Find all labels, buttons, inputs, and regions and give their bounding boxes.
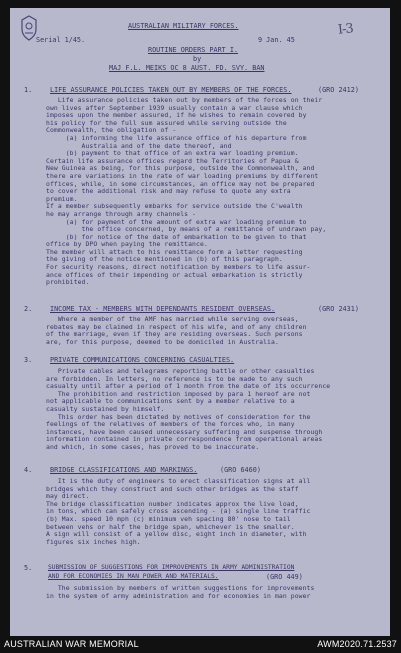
section-body (46, 585, 314, 600)
footer-accession-number: AWM2020.71.2537 (317, 639, 397, 649)
body-line: feelings of the relatives of members of the forces who, in many (46, 420, 295, 429)
body-line: his policy for the full sum assured while serving outside the (46, 118, 287, 127)
body-line: ance offices of their impending or actual embarkation is strictly (46, 270, 303, 279)
body-line: Australia and of the date thereof, and (46, 141, 232, 150)
body-line: Commonwealth, the obligation of - (46, 126, 177, 135)
section-number: 3. (24, 356, 33, 364)
section-heading-continued: AND FOR ECONOMIES IN MAN POWER AND MATERIALS. (48, 573, 219, 580)
handwritten-note: I-3 (337, 21, 354, 38)
body-line: he may arrange through army channels - (46, 209, 197, 218)
body-line: prohibited. (46, 278, 90, 287)
document-page (10, 8, 390, 636)
section-number: 5. (24, 564, 33, 572)
body-line: New Guinea as being, for this purpose, outside the Commonwealth, and (46, 164, 315, 173)
section-number: 1. (24, 86, 33, 94)
section-reference: (GRO 2431) (318, 305, 359, 313)
body-line: office by DPO when paying the remittance. (46, 240, 208, 249)
document-title: ROUTINE ORDERS PART I. (148, 46, 239, 54)
body-line: between vehs or half the bridge span, whichever is the smaller. (46, 522, 295, 531)
body-line: It is the duty of engineers to erect classification signs at all (46, 477, 311, 485)
body-line: of the marriage, even if they are residing overseas. Such persons (46, 330, 303, 339)
body-line: the office concerned, by means of a remittance of undrawn pay, (46, 225, 327, 234)
body-line: in tons, which can safely cross ascending - (a) single line traffic (46, 507, 311, 516)
body-line: This order has been dictated by motives of consideration for the (46, 412, 311, 421)
body-line: premium. (46, 194, 78, 203)
body-line: If a member subsequently embarks for service outside the C'wealth (46, 202, 303, 211)
body-line: (b) for notice of the date of embarkation to be given to that (46, 232, 307, 241)
author-line: MAJ F.L. MEIKS OC 8 AUST. FD. SVY. BAN (109, 64, 265, 72)
section-body (46, 368, 330, 452)
body-line: The prohibition and restriction imposed by para 1 hereof are not (46, 389, 311, 398)
body-line: the giving of the notice mentioned in (b) of this paragraph. (46, 255, 283, 264)
body-line: Where a member of the AMF has married while serving overseas, (46, 315, 299, 323)
section-body (46, 97, 326, 287)
body-line: Certain life assurance offices regard the Territories of Papua & (46, 156, 299, 165)
body-line: figures six inches high. (46, 537, 141, 546)
serial-number: Serial 1/45. (36, 36, 86, 44)
body-line: Life assurance policies taken out by members of the forces on their (46, 96, 323, 104)
body-line: instances, have been caused unnecessary suffering and suspense through (46, 427, 323, 436)
section-heading: PRIVATE COMMUNICATIONS CONCERNING CASUALTIES. (50, 356, 235, 364)
section-heading: SUBMISSION OF SUGGESTIONS FOR IMPROVEMENTS IN ARMY ADMINISTRATION (48, 564, 295, 571)
section-reference: (GRO 2412) (318, 86, 359, 94)
body-line: to cover the additional risk and may refuse to quote any extra (46, 187, 291, 196)
section-heading: BRIDGE CLASSIFICATIONS AND MARKINGS. (50, 466, 198, 474)
section-number: 2. (24, 305, 33, 313)
body-line: (b) Max. speed 10 mph (c) minimum veh spacing 80' nose to tail (46, 514, 291, 523)
body-line: bridges which they construct and such other bridges as the staff (46, 484, 299, 493)
body-line: The bridge classification number indicates approx the live load, (46, 499, 299, 508)
document-date: 9 Jan. 45 (258, 36, 295, 44)
body-line: The member will attach to his remittance form a letter requesting (46, 247, 303, 256)
body-line: are, for this purpose, deemed to be domiciled in Australia. (46, 337, 279, 346)
section-body (46, 316, 307, 346)
section-heading: INCOME TAX - MEMBERS WITH DEPENDANTS RESIDENT OVERSEAS. (50, 305, 276, 313)
body-line: and which, in some cases, has proved to be inaccurate. (46, 442, 260, 451)
section-reference: (GRO 6460) (220, 466, 261, 474)
body-line: may direct. (46, 492, 90, 501)
section-body (46, 478, 310, 546)
body-line: in the system of army administration and for economies in man power (46, 591, 311, 600)
body-line: (b) payment to that office of an extra war loading premium. (46, 149, 299, 158)
section-reference: (GRO 449) (266, 573, 303, 581)
org-heading: AUSTRALIAN MILITARY FORCES. (128, 22, 239, 30)
body-line: casualty sustained by himself. (46, 404, 165, 413)
body-line: are forbidden. In letters, no reference is to be made to any such (46, 374, 303, 383)
section-heading: LIFE ASSURANCE POLICIES TAKEN OUT BY MEMBERS OF THE FORCES. (50, 86, 292, 94)
by-line: by (193, 55, 202, 63)
body-line: not applicable to communications sent by a member relative to a (46, 397, 295, 406)
body-line: offices, while, in some circumstances, an office may not be prepared (46, 179, 315, 188)
body-line: information contained in private correspondence from operational areas (46, 435, 323, 444)
body-line: For security reasons, direct notification by members to life assur- (46, 263, 311, 272)
body-line: (a) for payment of the amount of extra war loading premium to (46, 217, 307, 226)
footer-bar (0, 637, 401, 653)
body-line: rebates may be claimed in respect of his wife, and of any children (46, 322, 307, 331)
body-line: there are variations in the rate of war loading premiums by different (46, 171, 319, 180)
body-line: casualty until after a period of 1 month from the date of its occurrence (46, 382, 331, 391)
footer-source: AUSTRALIAN WAR MEMORIAL (4, 639, 139, 649)
section-number: 4. (24, 466, 33, 474)
body-line: (a) informing the life assurance office of his departure from (46, 133, 307, 142)
body-line: imposes upon the member assured, if he wishes to remain covered by (46, 111, 307, 120)
body-line: Private cables and telegrams reporting battle or other casualties (46, 367, 315, 375)
body-line: own lives after September 1939 usually contain a war clause which (46, 103, 303, 112)
body-line: The submission by members of written suggestions for improvements (46, 584, 315, 592)
body-line: A sign will consist of a yellow disc, eight inch in diameter, with (46, 530, 307, 539)
